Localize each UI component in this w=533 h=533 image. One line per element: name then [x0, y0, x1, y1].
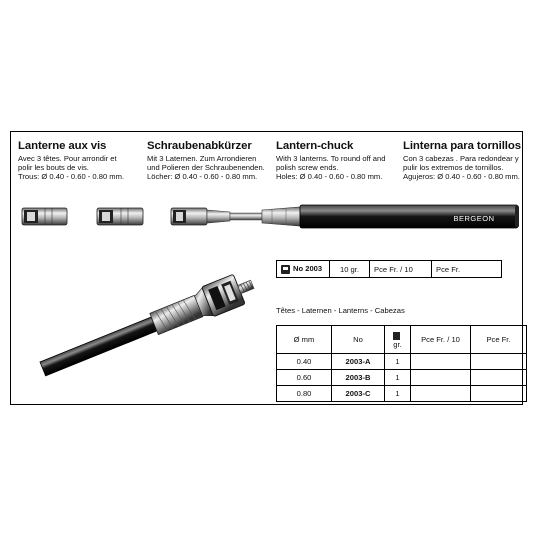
price-each-cell [471, 370, 527, 386]
table-row [277, 386, 527, 402]
diameter-cell: 0.60 [277, 370, 332, 386]
table-row [277, 354, 527, 370]
section-line: polir les bouts de vis. [18, 163, 89, 173]
lantern-head-icon [97, 208, 143, 225]
weight-scale-icon [281, 265, 290, 274]
price-each-header: Pce Fr. [432, 261, 502, 278]
weight-cell: 1 [385, 354, 411, 370]
diameter-cell: 0.80 [277, 386, 332, 402]
heads-table [276, 325, 527, 402]
section-line: Holes: Ø 0.40 - 0.60 - 0.80 mm. [276, 172, 383, 182]
price-per-10-header: Pce Fr. / 10 [370, 261, 432, 278]
section-line: polish screw ends. [276, 163, 339, 173]
section-title: Linterna para tornillos [403, 140, 521, 152]
section-line: Avec 3 têtes. Pour arrondir et [18, 154, 117, 163]
weight-cell: 1 [385, 370, 411, 386]
brand-label: BERGEON [453, 214, 495, 223]
number-header: No [332, 326, 385, 354]
table-header-row [277, 326, 527, 354]
section-title: Lanterne aux vis [18, 140, 107, 152]
weight-cell: 1 [385, 386, 411, 402]
product-number: No 2003 [293, 264, 323, 274]
lantern-chuck-closeup-icon [37, 269, 259, 383]
number-cell: 2003-B [332, 370, 385, 386]
section-line: Trous: Ø 0.40 - 0.60 - 0.80 mm. [18, 172, 125, 182]
section-line: Löcher: Ø 0.40 - 0.60 - 0.80 mm. [147, 172, 258, 182]
price-each-header: Pce Fr. [471, 326, 527, 354]
weight-scale-icon [393, 332, 400, 340]
price-per-10-cell [411, 370, 471, 386]
price-each-cell [471, 386, 527, 402]
brand-label-tilted: BERGEON [62, 365, 102, 387]
section-line: Mit 3 Laternen. Zum Arrondieren [147, 154, 257, 163]
section-line: Agujeros: Ø 0.40 - 0.60 - 0.80 mm. [403, 172, 520, 182]
main-product-table [276, 260, 502, 278]
section-line: und Polieren der Schraubenenden. [147, 163, 265, 173]
diameter-cell: 0.40 [277, 354, 332, 370]
table-row [277, 261, 502, 278]
section-title: Schraubenabkürzer [147, 140, 252, 152]
product-weight: 10 gr. [330, 261, 370, 278]
price-each-cell [471, 354, 527, 370]
number-cell: 2003-C [332, 386, 385, 402]
section-line: Con 3 cabezas . Para redondear y [403, 154, 519, 163]
lantern-head-icon [22, 208, 67, 225]
table-row [277, 370, 527, 386]
price-per-10-header: Pce Fr. / 10 [411, 326, 471, 354]
heads-title: Têtes - Laternen - Lanterns - Cabezas [276, 306, 405, 315]
number-cell: 2003-A [332, 354, 385, 370]
section-line: With 3 lanterns. To round off and [276, 154, 386, 163]
price-per-10-cell [411, 354, 471, 370]
weight-header: gr. [393, 339, 402, 349]
section-title: Lantern-chuck [276, 140, 354, 152]
price-per-10-cell [411, 386, 471, 402]
section-line: pulir los extremos de tornillos. [403, 163, 504, 173]
diameter-header: Ø mm [277, 326, 332, 354]
